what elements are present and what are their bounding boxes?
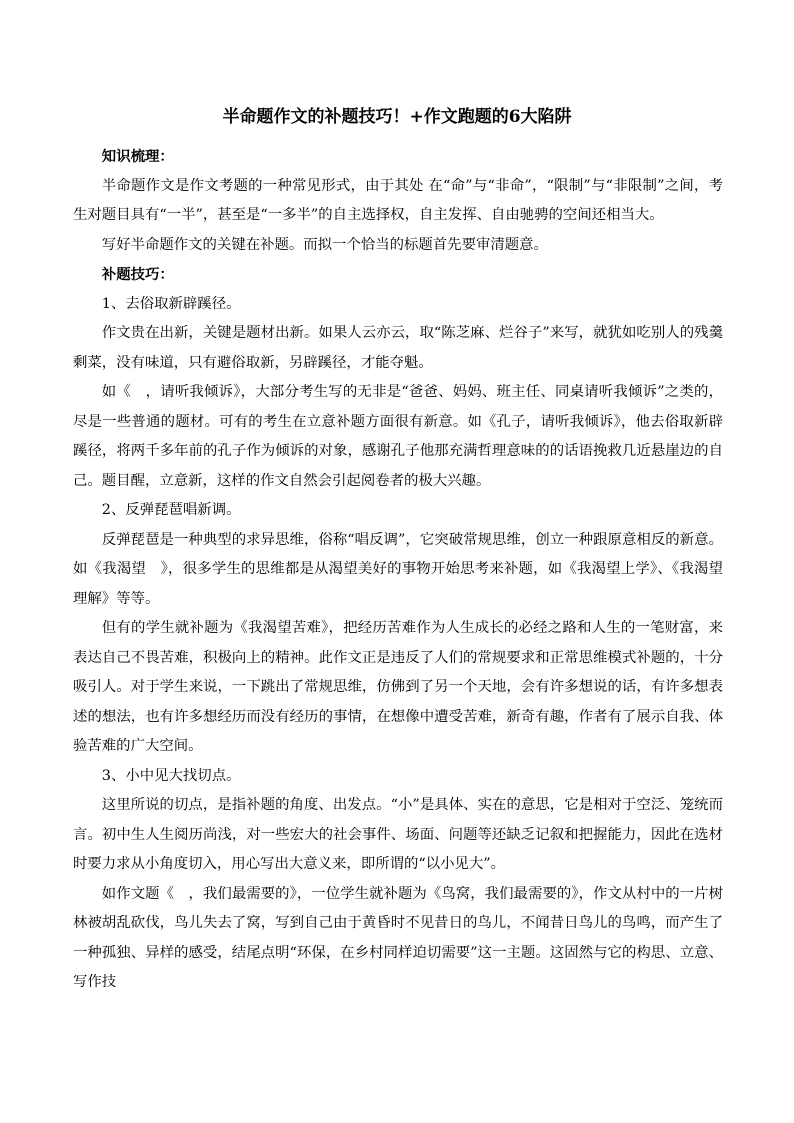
paragraph: 但有的学生就补题为《我渴望苦难》，把经历苦难作为人生成长的必经之路和人生的一笔财富，来表达自己不畏苦难，积极向上的精神。此作文正是违反了人们的常规要求和正常思维模式补题的，十分吸引人。对于学生来说，一下跳出了常规思维，仿佛到了另一个天地，会有许多想说的话，有许多想表述的想法，也有许多想经历而没有经历的事情，在想像中遭受苦难，新奇有趣，作者有了展示自我、体验苦难的广大空间。 bbox=[73, 620, 723, 754]
technique-heading-3: 3、小中见大找切点。 bbox=[101, 767, 241, 784]
technique-heading-2: 2、反弹琵琶唱新调。 bbox=[101, 502, 241, 518]
technique-heading-1: 1、去俗取新辟蹊径。 bbox=[101, 295, 241, 312]
paragraph: 如《 ，请听我倾诉》，大部分考生写的无非是“爸爸、妈妈、班主任、同桌请听我倾诉”之类的，尽是一些普通的题材。可有的考生在立意补题方面很有新意。如《孔子，请听我倾诉》，他去俗取新辟蹊径，将两千多年前的孔子作为倾诉的对象，感谢孔子他那充满哲理意味的的话语挽救几近悬崖边的自己。题目醒，立意新，这样的作文自然会引起阅卷者的极大兴趣。 bbox=[73, 384, 723, 489]
paragraph: 这里所说的切点，是指补题的角度、出发点。“小”是具体、实在的意思，它是相对于空泛、笼统而言。初中生人生阅历尚浅，对一些宏大的社会事件、场面、问题等还缺乏记叙和把握能力，因此在选材时要力求从小角度切入，用心写出大意义来，即所谓的“以小见大”。 bbox=[73, 797, 723, 872]
document-body bbox=[73, 142, 723, 998]
section-heading-techniques: 补题技巧： bbox=[101, 266, 174, 283]
paragraph: 半命题作文是作文考题的一种常见形式，由于其处 在“命”与“非命”，“限制”与“非限制”之间，考生对题目具有“一半”，甚至是“一多半”的自主选择权，自主发挥、自由驰骋的空间还相当大。 bbox=[73, 177, 723, 223]
paragraph: 如作文题《 ，我们最需要的》，一位学生就补题为《鸟窝，我们最需要的》，作文从村中的一片树林被胡乱砍伐，鸟儿失去了窝，写到自己由于黄昏时不见昔日的鸟儿，不闻昔日鸟儿的鸟鸣，而产生了一种孤独、异样的感受，结尾点明“环保，在乡村同样迫切需要”这一主题。这固然与它的构思、立意、写作技 bbox=[73, 885, 723, 990]
paragraph: 写好半命题作文的关键在补题。而拟一个恰当的标题首先要审清题意。 bbox=[101, 236, 548, 253]
document-title: 半命题作文的补题技巧！+作文跑题的6大陷阱 bbox=[222, 107, 572, 127]
section-heading-knowledge: 知识梳理： bbox=[101, 148, 174, 165]
paragraph: 反弹琵琶是一种典型的求异思维，俗称“唱反调”，它突破常规思维，创立一种跟原意相反的新意。如《我渴望 》，很多学生的思维都是从渴望美好的事物开始思考来补题，如《我渴望上学》、《我渴望理解》等等。 bbox=[73, 531, 723, 607]
paragraph: 作文贵在出新，关键是题材出新。如果人云亦云，取“陈芝麻、烂谷子”来写，就犹如吃别人的残羹剩菜，没有味道，只有避俗取新，另辟蹊径，才能夺魁。 bbox=[73, 325, 723, 371]
